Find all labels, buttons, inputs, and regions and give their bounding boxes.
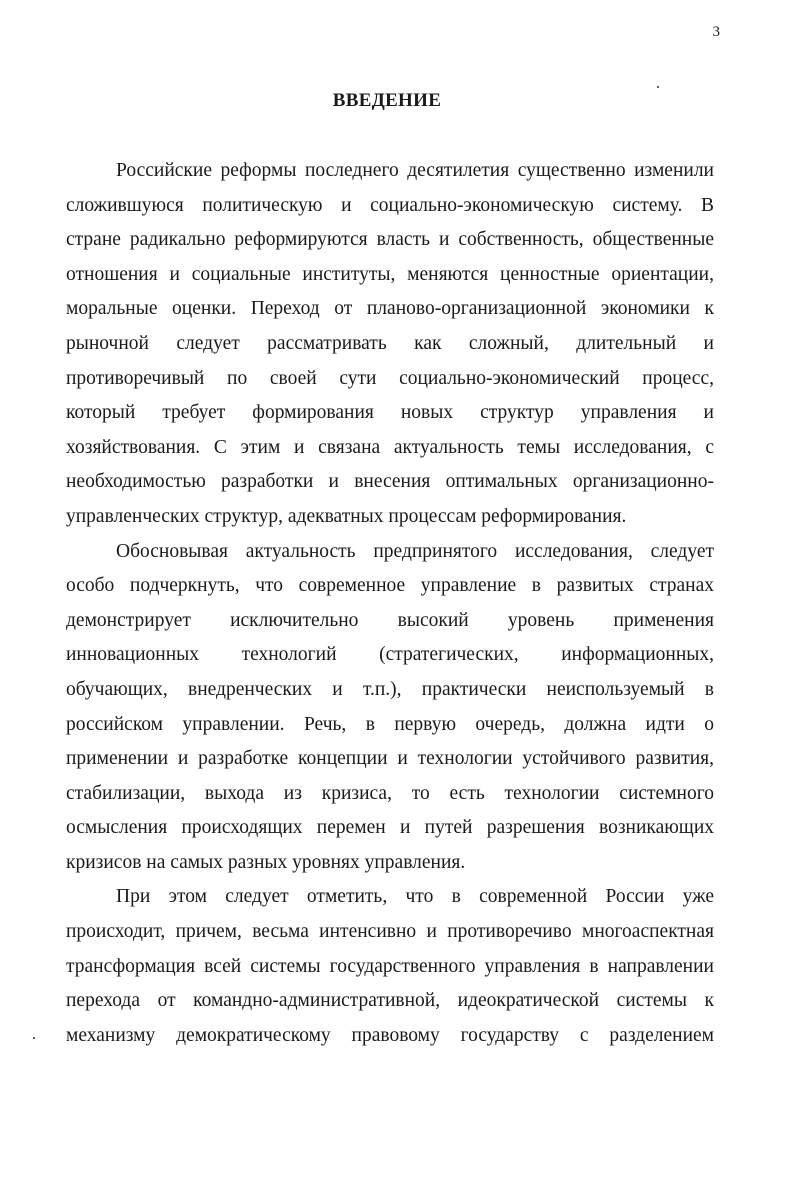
text-line: Российские реформы последнего десятилетия существенно изменили [116, 160, 714, 181]
text-line: противоречивый по своей сути социально-экономический процесс, [66, 367, 714, 389]
section-heading: ВВЕДЕНИЕ [332, 90, 442, 111]
paragraph-3 [66, 880, 714, 1053]
text-line: отношения и социальные институты, меняются ценностные ориентации, [66, 263, 714, 285]
text-line: сложившуюся политическую и социально-экономическую систему. В [66, 194, 714, 216]
text-line: управленческих структур, адекватных процессам реформирования. [66, 505, 627, 527]
scan-speck [33, 1037, 35, 1039]
text-line: Обосновывая актуальность предпринятого исследования, следует [116, 540, 714, 562]
text-line: стабилизации, выхода из кризиса, то есть технологии системного [66, 782, 714, 804]
text-line: инновационных технологий (стратегических, информационных, [66, 644, 714, 666]
text-line: моральные оценки. Переход от планово-организационной экономики к [66, 298, 714, 320]
text-line: особо подчеркнуть, что современное управление в развитых странах [66, 575, 714, 597]
body-text [66, 154, 714, 1053]
text-line: демонстрирует исключительно высокий уровень применения [66, 609, 714, 631]
page-number: 3 [712, 24, 720, 40]
text-line: стране радикально реформируются власть и собственность, общественные [66, 229, 714, 251]
text-line: перехода от командно-административной, идеократической системы к [66, 990, 714, 1012]
text-line: механизму демократическому правовому государству с разделением [66, 1024, 714, 1046]
text-line: кризисов на самых разных уровнях управления. [66, 851, 466, 873]
text-line: необходимостью разработки и внесения оптимальных организационно- [66, 471, 714, 493]
text-line: рыночной следует рассматривать как сложный, длительный и [66, 332, 714, 354]
text-line: осмысления происходящих перемен и путей разрешения возникающих [66, 817, 714, 839]
text-line: применении и разработке концепции и технологии устойчивого развития, [66, 748, 714, 770]
text-line: трансформация всей системы государственного управления в направлении [66, 955, 714, 977]
text-line: хозяйствования. С этим и связана актуальность темы исследования, с [66, 436, 714, 458]
text-line: который требует формирования новых структур управления и [66, 402, 714, 424]
paragraph-2 [66, 535, 714, 881]
scan-speck [657, 86, 659, 88]
text-line: При этом следует отметить, что в современной России уже [116, 886, 714, 908]
text-line: происходит, причем, весьма интенсивно и противоречиво многоаспектная [66, 921, 714, 943]
text-line: российском управлении. Речь, в первую очередь, должна идти о [66, 713, 714, 735]
text-line: обучающих, внедренческих и т.п.), практически неиспользуемый в [66, 678, 714, 700]
paragraph-1 [66, 154, 714, 535]
